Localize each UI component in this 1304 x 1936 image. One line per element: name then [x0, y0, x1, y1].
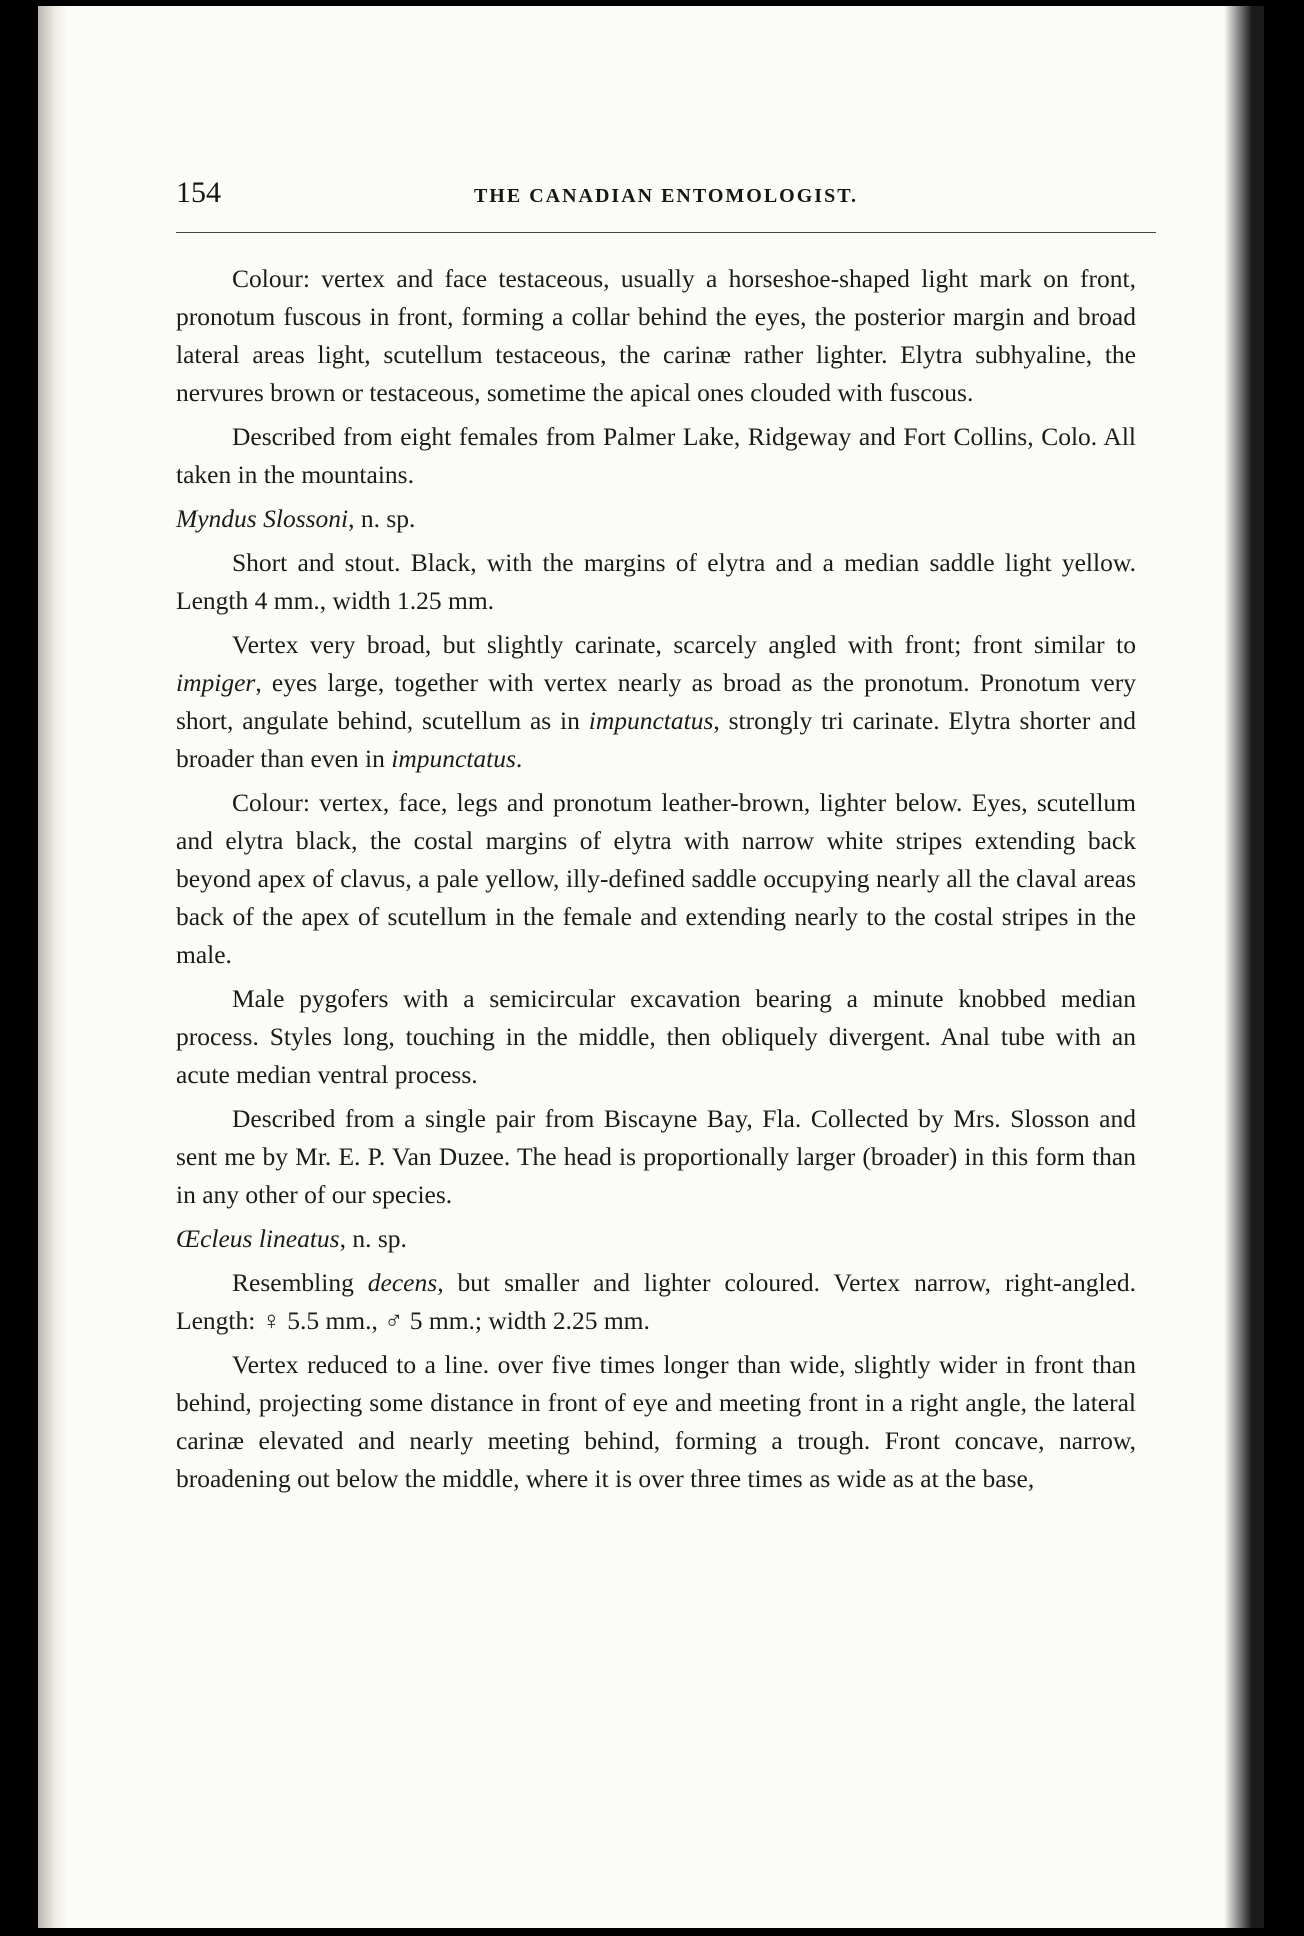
text-run: Described from a single pair from Biscayne Bay, Fla. Collected by Mrs. Slosson and sent me by Mr. E. P. Van Duzee. The head is proportionally larger (broader) in this form than in any other of our species. [176, 1104, 1136, 1209]
italic-term: impunctatus [588, 706, 714, 735]
page-number: 154 [176, 176, 221, 209]
page-edge-shadow [1224, 6, 1264, 1928]
italic-term: decens [367, 1268, 438, 1297]
species-heading [176, 500, 1136, 538]
paragraph [176, 1100, 1136, 1214]
species-heading [176, 1220, 1136, 1258]
text-run: Male pygofers with a semicircular excavation bearing a minute knobbed median process. Styles long, touching in the middle, then obliquely divergent. Anal tube with an acute median ventral process. [176, 984, 1136, 1089]
text-run: , n. sp. [348, 504, 416, 533]
text-run: . [515, 744, 523, 773]
page-header [176, 176, 1156, 220]
paragraph [176, 626, 1136, 778]
text-run: Resembling [232, 1268, 368, 1297]
italic-term: impunctatus [391, 744, 516, 773]
paragraph [176, 544, 1136, 620]
text-run: Colour: vertex, face, legs and pronotum leather-brown, lighter below. Eyes, scutellum and elytra black, the costal margins of elytra with narrow white stripes extending back beyond apex of clavus, a pale yellow, illy-defined saddle occupying nearly all the claval areas back of the apex of scutellum in the female and extending nearly to the costal stripes in the male. [176, 788, 1136, 969]
text-run: Vertex reduced to a line. over five times longer than wide, slightly wider in front than behind, projecting some distance in front of eye and meeting front in a right angle, the lateral carinæ elevated and nearly meeting behind, forming a trough. Front concave, narrow, broadening out below the middle, where it is over three times as wide as at the base, [176, 1350, 1136, 1493]
text-run: Vertex very broad, but slightly carinate, scarcely angled with front; front similar to [232, 630, 1136, 659]
text-run: , but smaller and lighter coloured. Vertex narrow, right-angled. Length: ♀ 5.5 mm., ♂ 5 mm.; width 2.25 mm. [176, 1268, 1136, 1335]
text-run: , strongly tri carinate. Elytra shorter and broader than even in [176, 706, 1136, 773]
paragraph [176, 1264, 1136, 1340]
paragraph [176, 784, 1136, 974]
paragraph [176, 980, 1136, 1094]
text-run: , eyes large, together with vertex nearly as broad as the pronotum. Pronotum very short, angulate behind, scutellum as in [176, 668, 1136, 735]
header-rule [176, 232, 1156, 233]
gutter-shadow [38, 6, 68, 1928]
text-run: , n. sp. [339, 1224, 407, 1253]
text-run: Colour: vertex and face testaceous, usually a horseshoe-shaped light mark on front, pronotum fuscous in front, forming a collar behind the eyes, the posterior margin and broad lateral areas light, scutellum testaceous, the carinæ rather lighter. Elytra subhyaline, the nervures brown or testaceous, sometime the apical ones clouded with fuscous. [176, 264, 1136, 407]
article-body [176, 260, 1136, 1504]
italic-term: impiger [176, 668, 256, 697]
paragraph [176, 260, 1136, 412]
italic-term: Myndus Slossoni [176, 504, 349, 533]
text-run: Described from eight females from Palmer Lake, Ridgeway and Fort Collins, Colo. All taken in the mountains. [176, 422, 1136, 489]
italic-term: Œcleus lineatus [176, 1224, 340, 1253]
running-title: THE CANADIAN ENTOMOLOGIST. [473, 185, 859, 207]
text-run: Short and stout. Black, with the margins of elytra and a median saddle light yellow. Length 4 mm., width 1.25 mm. [176, 548, 1136, 615]
paragraph [176, 418, 1136, 494]
paragraph [176, 1346, 1136, 1498]
